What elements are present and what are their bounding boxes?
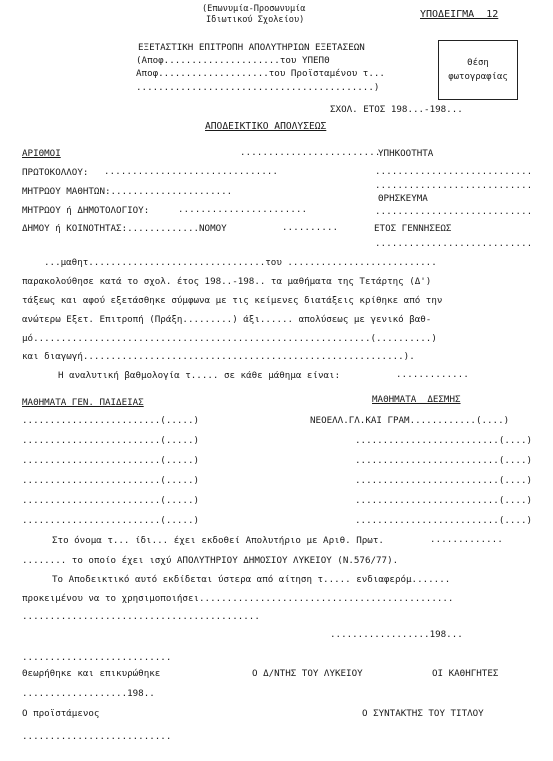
bundle-subject-row: ..........................(....) <box>355 495 533 506</box>
school-year: ΣΧΟΛ. ΕΤΟΣ 198...-198... <box>330 104 463 115</box>
field-arithmoi: ΑΡΙΘΜΟΙ <box>22 148 61 159</box>
school-name-line1: (Επωνυμία-Προσωνυμία <box>202 4 306 14</box>
bundle-subject-row: ΝΕΟΕΛΛ.ΓΛ.ΚΑΙ ΓΡΑΜ............(....) <box>310 415 510 426</box>
bundle-subject-row: ..........................(....) <box>355 515 533 526</box>
validated-label: Θεωρήθηκε και επικυρώθηκε <box>22 668 161 679</box>
page-title: ΑΠΟΔΕΙΚΤΙΚΟ ΑΠΟΛΥΣΕΩΣ <box>205 121 327 132</box>
body-line7: Η αναλυτική βαθμολογία τ..... σε κάθε μάθημα είναι: <box>58 370 341 381</box>
director-label: Ο Δ/ΝΤΗΣ ΤΟΥ ΛΥΚΕΙΟΥ <box>252 668 363 679</box>
field-arithmoi-dots: ......................... <box>240 148 381 158</box>
bundle-subject-row: ..........................(....) <box>355 455 533 466</box>
general-subject-row: .........................(.....) <box>22 495 200 506</box>
general-subject-row: .........................(.....) <box>22 435 200 446</box>
bundle-subject-row: ..........................(....) <box>355 435 533 446</box>
validated-dots: ........................... <box>22 652 172 663</box>
body-line4: ανώτερω Εξετ. Επιτροπή (Πράξη.........) άξι...... απολύσεως με γενικό βαθ- <box>22 314 432 325</box>
committee-line3: Αποφ....................του Προϊσταμένου τ... <box>136 68 385 79</box>
committee-line1: ΕΞΕΤΑΣΤΙΚΗ ΕΠΙΤΡΟΠΗ ΑΠΟΛΥΤΗΡΙΩΝ ΕΞΕΤΑΣΕΩΝ <box>138 42 365 53</box>
committee-line2: (Αποφ.....................του ΥΠΕΠΘ <box>136 55 330 66</box>
footer-line3: Το Αποδεικτικό αυτό εκδίδεται ύστερα από αίτηση τ..... ενδιαφερόμ....... <box>52 574 451 585</box>
general-subject-row: .........................(.....) <box>22 475 200 486</box>
general-subject-row: .........................(.....) <box>22 415 200 426</box>
field-dimou-koinotitas: ΔΗΜΟΥ ή ΚΟΙΝΟΤΗΤΑΣ:.............ΝΟΜΟΥ <box>22 223 227 234</box>
footer-line5: ........................................... <box>22 611 260 622</box>
committee-line4: ...........................................) <box>136 82 380 93</box>
bundle-subject-row: ..........................(....) <box>355 475 533 486</box>
footer-line1-dots: ............. <box>430 535 504 545</box>
body-line7-dots: ............. <box>396 370 470 380</box>
field-thriskeuma: ΘΡΗΣΚΕΥΜΑ <box>378 193 428 204</box>
field-ypikootita-dots-2: ............................ <box>375 181 533 191</box>
field-protokollou: ΠΡΩΤΟΚΟΛΛΟΥ: <box>22 167 89 178</box>
body-line5: μό.............................................................(..........) <box>22 333 437 344</box>
field-nomou-dots: .......... <box>282 223 339 233</box>
supervisor-dots: ........................... <box>22 731 172 742</box>
footer-line1: Στο όνομα τ... ίδι... έχει εκδοθεί Απολυτήριο με Αριθ. Πρωτ. <box>52 535 384 546</box>
field-mitroou-dimotologiou-dots: ....................... <box>178 205 308 215</box>
body-line2: παρακολούθησε κατά το σχολ. έτος 198..-198.. τα μαθήματα της Τετάρτης (Δ') <box>22 276 432 287</box>
field-mitroou-mathiton: ΜΗΤΡΩΟΥ ΜΑΘΗΤΩΝ:...................... <box>22 186 233 197</box>
supervisor-label: Ο προϊστάμενος <box>22 708 100 719</box>
footer-line2: ........ το οποίο έχει ισχύ ΑΠΟΛΥΤΗΡΙΟΥ ΔΗΜΟΣΙΟΥ ΛΥΚΕΙΟΥ (Ν.576/77). <box>22 555 399 566</box>
body-line1: ...μαθητ................................του ........................... <box>44 257 437 268</box>
composer-label: Ο ΣΥΝΤΑΚΤΗΣ ΤΟΥ ΤΙΤΛΟΥ <box>362 708 484 719</box>
field-protokollou-dots: ............................... <box>104 167 279 177</box>
field-etos-gennisis-dots: ............................ <box>375 239 533 249</box>
validated-date: ...................198.. <box>22 688 155 699</box>
school-name-line2: Ιδιωτικού Σχολείου) <box>206 15 305 25</box>
footer-line4: προκειμένου να το χρησιμοποιήσει.............................................. <box>22 593 454 604</box>
photo-label-line2: φωτογραφίας <box>448 72 508 82</box>
teachers-label: ΟΙ ΚΑΘΗΓΗΤΕΣ <box>432 668 499 679</box>
photo-box <box>438 40 518 100</box>
form-label: ΥΠΟΔΕΙΓΜΑ 12 <box>420 9 499 20</box>
body-line6: και διαγωγή..........................................................). <box>22 351 415 362</box>
field-ypikootita: ΥΠΗΚΟΟΤΗΤΑ <box>378 148 434 159</box>
field-mitroou-dimotologiou: ΜΗΤΡΩΟΥ ή ΔΗΜΟΤΟΛΟΓΙΟΥ: <box>22 205 150 216</box>
general-subject-row: .........................(.....) <box>22 515 200 526</box>
field-etos-gennisis: ΕΤΟΣ ΓΕΝΝΗΣΕΩΣ <box>374 223 452 234</box>
general-subjects-header: ΜΑΘΗΜΑΤΑ ΓΕΝ. ΠΑΙΔΕΙΑΣ <box>22 397 144 408</box>
bundle-subjects-header: ΜΑΘΗΜΑΤΑ ΔΕΣΜΗΣ <box>372 394 461 405</box>
photo-label-line1: Θέση <box>467 58 489 68</box>
field-ypikootita-dots: ............................ <box>375 167 533 177</box>
body-line3: τάξεως και αφού εξετάσθηκε σύμφωνα με τις κείμενες διατάξεις κρίθηκε από την <box>22 295 443 306</box>
field-thriskeuma-dots: ............................ <box>375 207 533 217</box>
general-subject-row: .........................(.....) <box>22 455 200 466</box>
date-line: ..................198... <box>330 629 463 640</box>
